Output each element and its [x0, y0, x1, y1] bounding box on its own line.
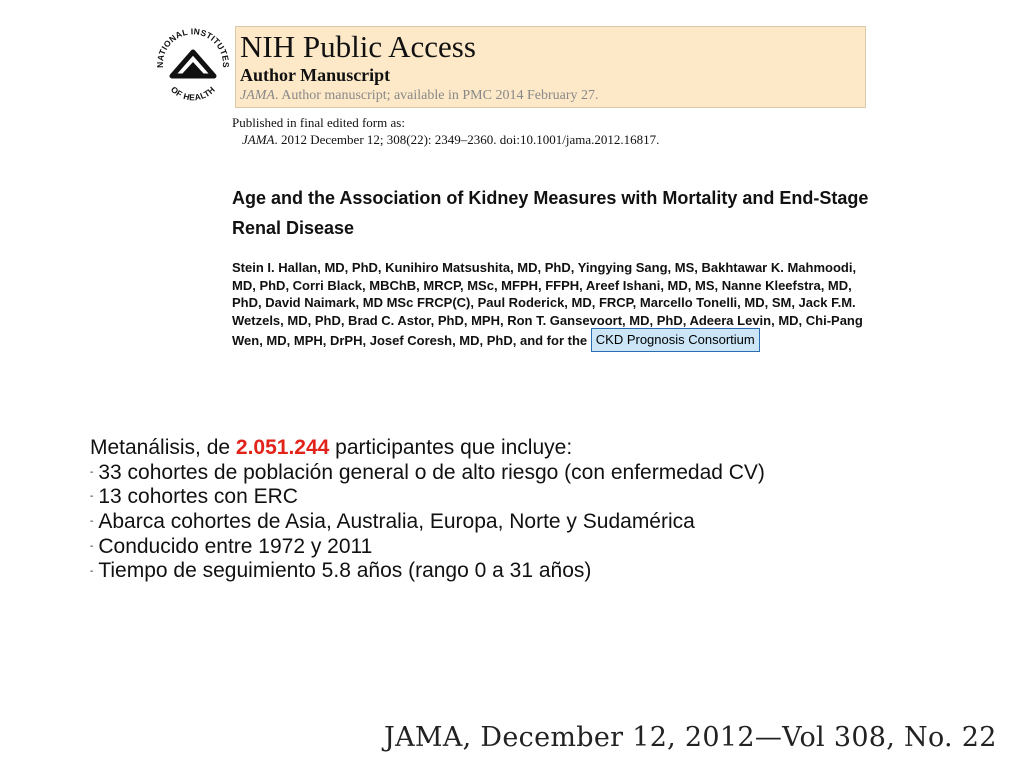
publication-citation-text: . 2012 December 12; 308(22): 2349–2360. doi:10.1001/jama.2012.16817.: [274, 132, 660, 147]
nih-banner: [235, 26, 866, 108]
summary-bullet: [90, 559, 970, 584]
nih-banner-title: NIH Public Access: [240, 29, 476, 64]
nih-banner-subtitle: Author Manuscript: [240, 65, 391, 85]
bullet-text: Abarca cohortes de Asia, Australia, Europa, Norte y Sudamérica: [98, 509, 695, 533]
summary-bullet: [90, 461, 970, 486]
bullet-text: Conducido entre 1972 y 2011: [98, 534, 373, 558]
seal-text-bottom: OF HEALTH: [168, 84, 218, 103]
summary-intro-after: participantes que incluye:: [329, 436, 573, 459]
publication-line1: Published in final edited form as:: [232, 115, 405, 130]
summary-bullet: [90, 485, 970, 510]
nih-header: [152, 26, 866, 108]
publication-citation: [232, 131, 659, 148]
bullet-text: 33 cohortes de población general o de alto riesgo (con enfermedad CV): [98, 460, 765, 484]
publication-info: [232, 114, 659, 148]
participants-count: 2.051.244: [235, 436, 330, 459]
bullet-marker: -: [90, 565, 94, 577]
bullet-marker: -: [90, 491, 94, 503]
summary-block: [90, 436, 970, 584]
article-title: Age and the Association of Kidney Measures with Mortality and End-Stage Renal Disease: [232, 188, 869, 238]
svg-text:NATIONAL INSTITUTES: [155, 26, 231, 68]
nih-availability-note: [240, 88, 599, 104]
article-authors: [232, 259, 872, 353]
publication-journal: JAMA: [242, 132, 275, 147]
seal-text-top: NATIONAL INSTITUTES: [154, 26, 232, 68]
author-list: Stein I. Hallan, MD, PhD, Kunihiro Matsushita, MD, PhD, Yingying Sang, MS, Bakhtawar K. Mahmoodi, MD, PhD, Corri Black, MBChB, MRCP, MSc, MFPH, FFPH, Areef Ishani, MD, MS, Nanne Kleefstra, MD, PhD, David Naimark, MD MSc FRCP(C), Paul Roderick, MD, FRCP, Marcello Tonelli, MD, SM, Jack F.M. Wetzels, MD, PhD, Brad C. Astor, PhD, MPH, Ron T. Gansevoort, MD, PhD, Adeera Levin, MD, Chi-Pang Wen, MD, MPH, DrPH, Josef Coresh, MD, PhD, and for the: [232, 260, 863, 349]
summary-intro: [90, 436, 970, 461]
bullet-marker: -: [90, 466, 94, 478]
bullet-text: Tiempo de seguimiento 5.8 años (rango 0 a 31 años): [98, 559, 592, 583]
summary-bullet: [90, 510, 970, 535]
bullet-text: 13 cohortes con ERC: [98, 485, 298, 509]
nih-seal-icon: [152, 26, 234, 108]
svg-text:OF HEALTH: [169, 84, 217, 102]
summary-intro-before: Metanálisis, de: [90, 436, 236, 459]
availability-journal: JAMA: [240, 88, 275, 103]
footer-citation: JAMA, December 12, 2012—Vol 308, No. 22: [384, 722, 997, 753]
bullet-marker: -: [90, 516, 94, 528]
consortium-box: CKD Prognosis Consortium: [591, 328, 760, 352]
bullet-marker: -: [90, 540, 94, 552]
summary-bullet: [90, 535, 970, 560]
availability-text: . Author manuscript; available in PMC 2014 February 27.: [274, 88, 599, 103]
